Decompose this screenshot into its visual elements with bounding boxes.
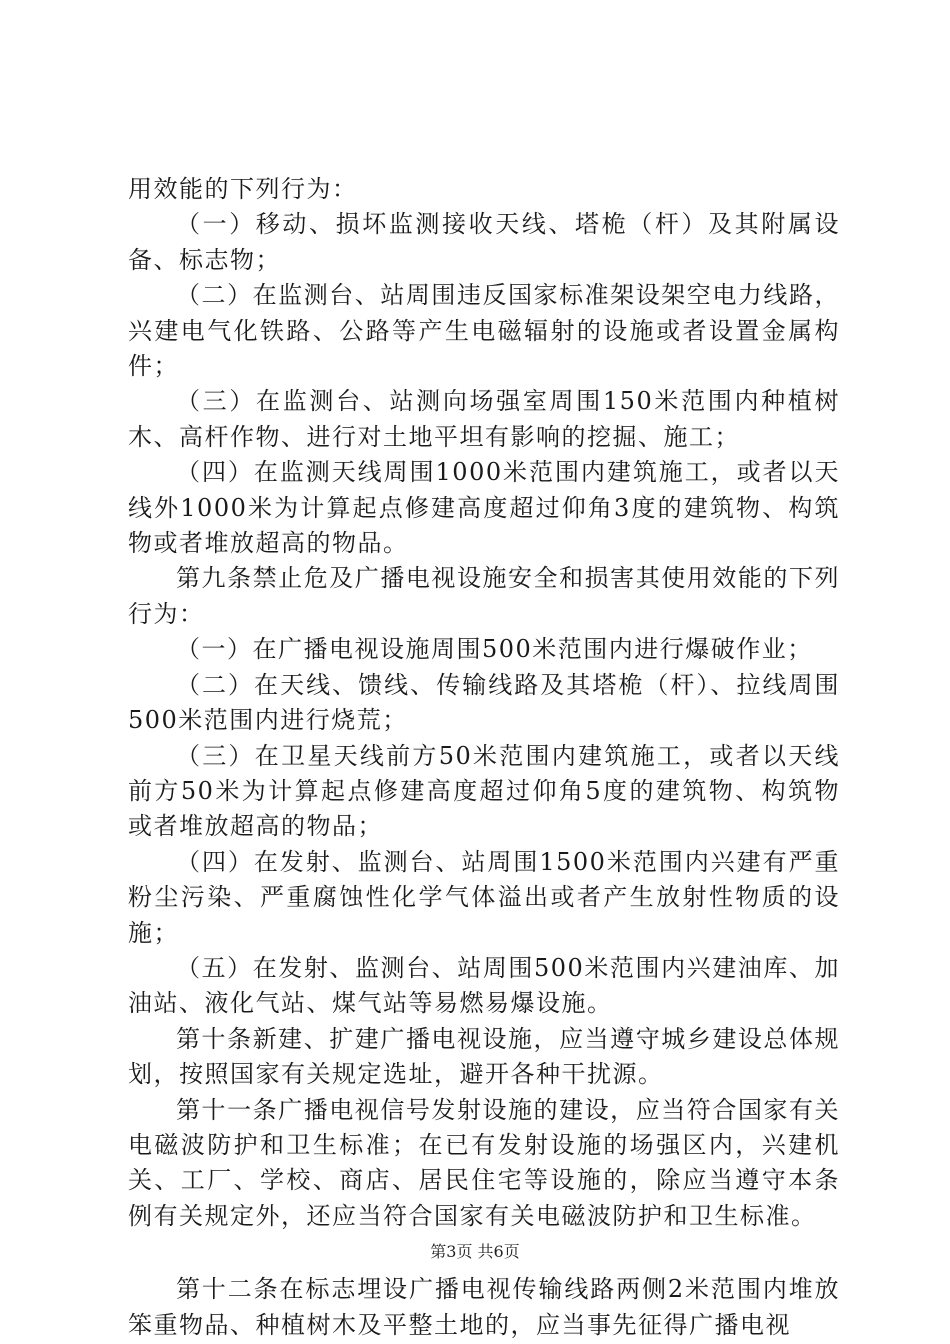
paragraph: （四）在监测天线周围1000米范围内建筑施工，或者以天线外1000米为计算起点修建高度超过仰角3度的建筑物、构筑物或者堆放超高的物品。 bbox=[128, 458, 840, 558]
paragraph: 第十二条在标志埋设广播电视传输线路两侧2米范围内堆放笨重物品、种植树木及平整土地的，应当事先征得广播电视 bbox=[128, 1275, 840, 1339]
paragraph: （一）在广播电视设施周围500米范围内进行爆破作业； bbox=[176, 635, 813, 664]
paragraph: （四）在发射、监测台、站周围1500米范围内兴建有严重粉尘污染、严重腐蚀性化学气体溢出或者产生放射性物质的设施； bbox=[128, 847, 840, 947]
paragraph: （三）在卫星天线前方50米范围内建筑施工，或者以天线前方50米为计算起点修建高度超过仰角5度的建筑物、构筑物或者堆放超高的物品； bbox=[128, 741, 840, 841]
paragraph: 第九条禁止危及广播电视设施安全和损害其使用效能的下列行为： bbox=[128, 564, 840, 628]
paragraph: 用效能的下列行为： bbox=[128, 175, 358, 203]
paragraph: 第十一条广播电视信号发射设施的建设，应当符合国家有关电磁波防护和卫生标准；在已有发射设施的场强区内，兴建机关、工厂、学校、商店、居民住宅等设施的，除应当遵守本条例有关规定外，还应当符合国家有关电磁波防护和卫生标准。 bbox=[128, 1095, 840, 1230]
page-number-footer: 第3页 共6页 bbox=[430, 1242, 520, 1261]
paragraph: 第十条新建、扩建广播电视设施，应当遵守城乡建设总体规划，按照国家有关规定选址，避开各种干扰源。 bbox=[128, 1024, 840, 1089]
document-body bbox=[128, 172, 840, 1343]
paragraph: （二）在天线、馈线、传输线路及其塔桅（杆）、拉线周围500米范围内进行烧荒； bbox=[128, 670, 840, 735]
paragraph: （二）在监测台、站周围违反国家标准架设架空电力线路，兴建电气化铁路、公路等产生电磁辐射的设施或者设置金属构件； bbox=[128, 281, 840, 381]
paragraph: （五）在发射、监测台、站周围500米范围内兴建油库、加油站、液化气站、煤气站等易燃易爆设施。 bbox=[128, 953, 840, 1018]
paragraph: （一）移动、损坏监测接收天线、塔桅（杆）及其附属设备、标志物； bbox=[128, 210, 840, 274]
paragraph: （三）在监测台、站测向场强室周围150米范围内种植树木、高杆作物、进行对土地平坦有影响的挖掘、施工； bbox=[128, 387, 840, 451]
